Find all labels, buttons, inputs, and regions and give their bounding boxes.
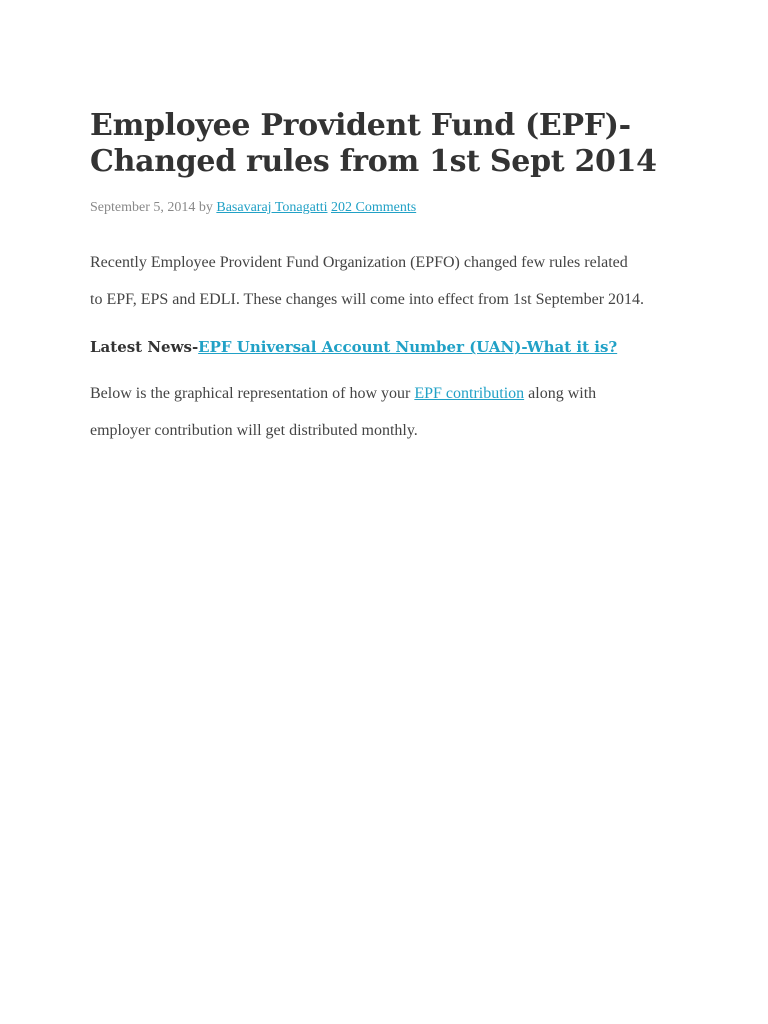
post-date: September 5, 2014 (90, 200, 196, 215)
latest-news-label: Latest News- (90, 338, 199, 356)
intro-line-1: Recently Employee Provident Fund Organization (EPFO) changed few rules related (90, 254, 628, 271)
author-link[interactable]: Basavaraj Tonagatti (216, 200, 328, 215)
uan-article-link[interactable]: EPF Universal Account Number (UAN)-What it is? (198, 338, 618, 356)
contribution-line-2: employer contribution will get distributed monthly. (90, 422, 418, 439)
intro-paragraph (90, 244, 690, 318)
latest-news (90, 337, 690, 357)
contribution-paragraph (90, 375, 690, 449)
comments-link[interactable]: 202 Comments (331, 200, 417, 215)
post-by: by (198, 200, 213, 215)
post-meta (90, 198, 690, 218)
intro-line-2: to EPF, EPS and EDLI. These changes will come into effect from 1st September 2014. (90, 291, 645, 308)
article (90, 108, 690, 449)
contribution-text-start: Below is the graphical representation of how your (90, 385, 415, 402)
contribution-text-end: along with (524, 385, 597, 402)
page-title (90, 108, 690, 180)
title-line-2: Changed rules from 1st Sept 2014 (90, 144, 657, 179)
title-line-1: Employee Provident Fund (EPF)- (90, 108, 631, 143)
epf-contribution-link[interactable]: EPF contribution (414, 385, 525, 402)
